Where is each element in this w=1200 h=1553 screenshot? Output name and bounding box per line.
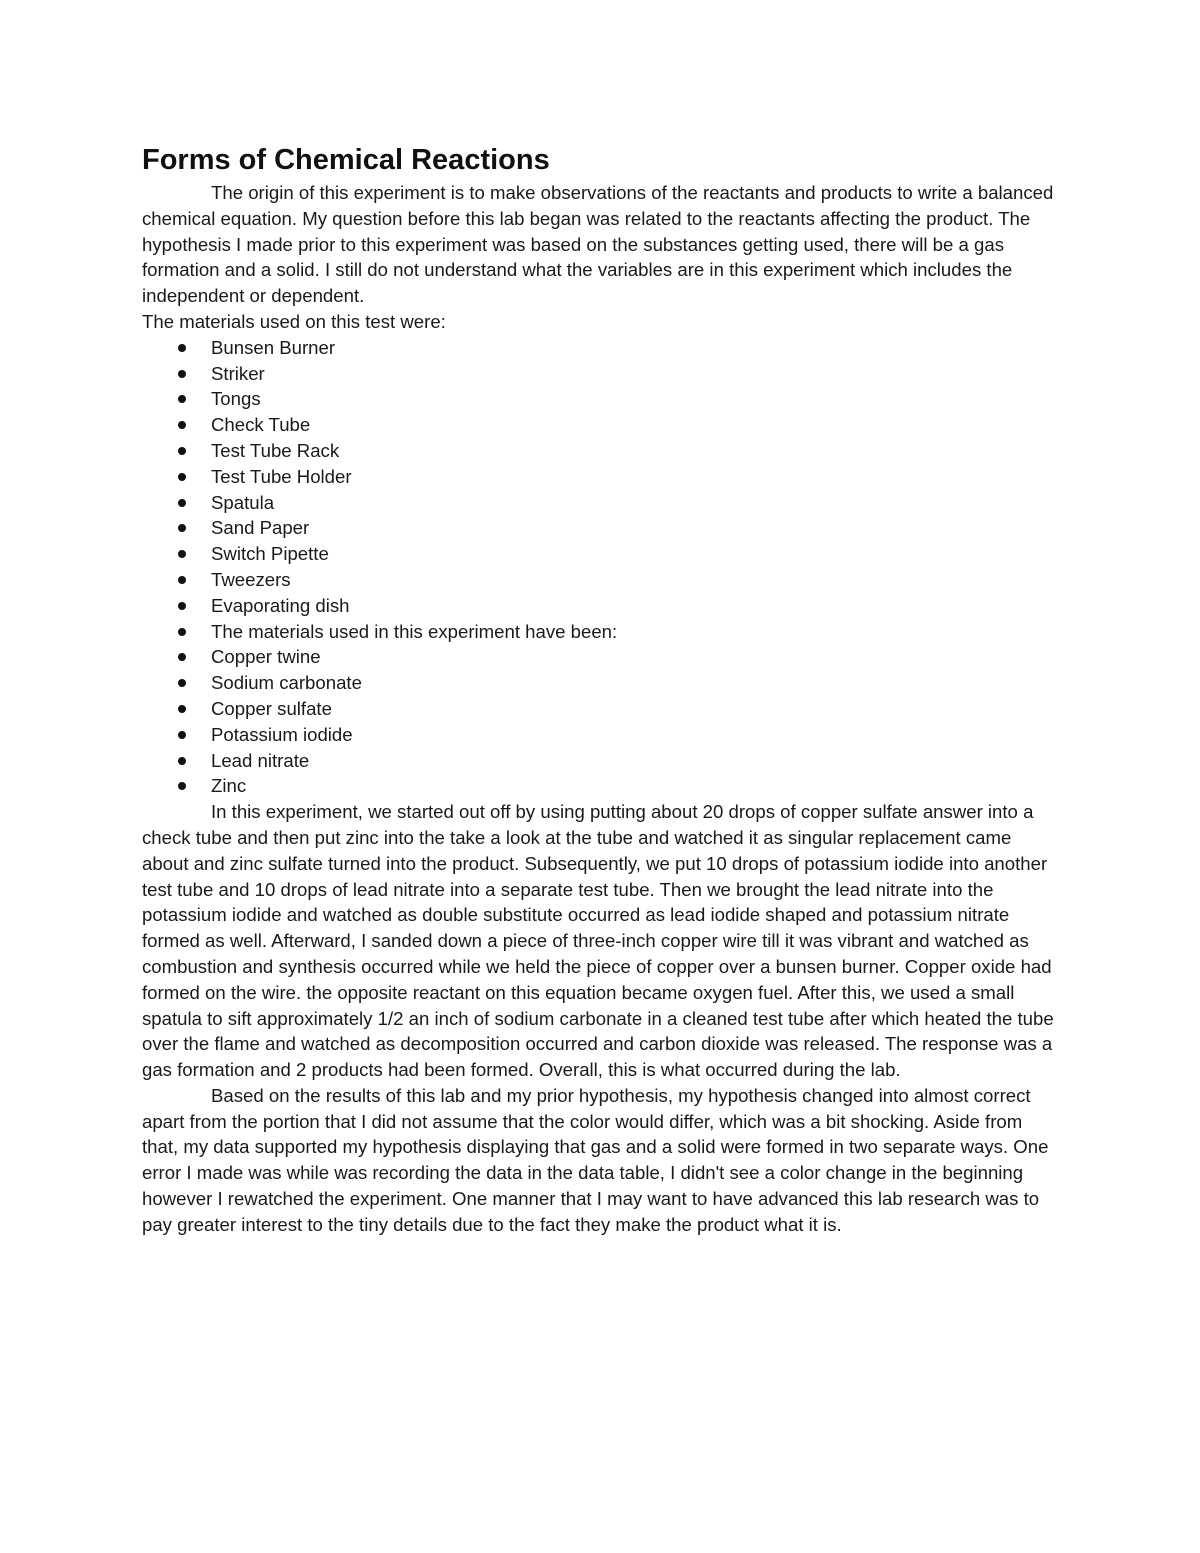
list-item (142, 773, 1062, 799)
bullet-icon (178, 576, 186, 584)
bullet-icon (178, 731, 186, 739)
bullet-icon (178, 395, 186, 403)
bullet-icon (178, 524, 186, 532)
list-item-label: Test Tube Rack (211, 439, 340, 461)
list-item (142, 335, 1062, 361)
intro-paragraph: The origin of this experiment is to make observations of the reactants and products to write a balanced chemical equation. My question before this lab began was related to the reactants affecting the product. The hypothesis I made prior to this experiment was based on the substances getting used, there will be a gas formation and a solid. I still do not understand what the variables are in this experiment which includes the independent or dependent. (142, 182, 1054, 307)
bullet-icon (178, 653, 186, 661)
list-item-label: Zinc (211, 775, 247, 797)
list-item-label: Switch Pipette (211, 543, 329, 565)
bullet-icon (178, 473, 186, 481)
bullet-icon (178, 344, 186, 352)
list-item-label: Tweezers (211, 568, 291, 590)
list-item-label: Copper sulfate (211, 697, 332, 719)
list-item-label: Copper twine (211, 646, 321, 668)
list-item-label: Test Tube Holder (211, 465, 352, 487)
bullet-icon (178, 679, 186, 687)
list-item-label: Potassium iodide (211, 723, 353, 745)
list-item (142, 438, 1062, 464)
list-item (142, 722, 1062, 748)
list-item-label: Evaporating dish (211, 594, 350, 616)
list-item-label: Check Tube (211, 414, 311, 436)
bullet-icon (178, 705, 186, 713)
list-item-label: Sand Paper (211, 517, 310, 539)
bullet-icon (178, 628, 186, 636)
list-item (142, 567, 1062, 593)
list-item-label: Striker (211, 362, 265, 384)
list-item (142, 748, 1062, 774)
materials-list (142, 335, 1062, 799)
list-item (142, 670, 1062, 696)
list-item (142, 386, 1062, 412)
list-item (142, 464, 1062, 490)
bullet-icon (178, 550, 186, 558)
list-item (142, 490, 1062, 516)
document-page (142, 140, 1062, 1238)
list-item (142, 361, 1062, 387)
bullet-icon (178, 421, 186, 429)
list-item-label: The materials used in this experiment have been: (211, 620, 618, 642)
list-item-label: Bunsen Burner (211, 336, 336, 358)
list-item-label: Spatula (211, 491, 275, 513)
document-title: Forms of Chemical Reactions (142, 144, 550, 176)
bullet-icon (178, 370, 186, 378)
list-item (142, 541, 1062, 567)
bullet-icon (178, 782, 186, 790)
list-item (142, 515, 1062, 541)
list-item (142, 593, 1062, 619)
materials-heading: The materials used on this test were: (142, 310, 446, 332)
bullet-icon (178, 447, 186, 455)
list-item-label: Lead nitrate (211, 749, 310, 771)
bullet-icon (178, 499, 186, 507)
bullet-icon (178, 602, 186, 610)
list-item-label: Sodium carbonate (211, 672, 362, 694)
list-item (142, 696, 1062, 722)
conclusion-paragraph: Based on the results of this lab and my prior hypothesis, my hypothesis changed into almost correct apart from the portion that I did not assume that the color would differ, which was a bit shocking. Aside from that, my data supported my hypothesis displaying that gas and a solid were formed in two separate ways. One error I made was while was recording the data in the data table, I didn't see a color change in the beginning however I rewatched the experiment. One manner that I may want to have advanced this lab research was to pay greater interest to the tiny details due to the fact they make the product what it is. (142, 1084, 1049, 1235)
list-item-label: Tongs (211, 388, 261, 410)
list-item (142, 412, 1062, 438)
procedure-paragraph: In this experiment, we started out off by using putting about 20 drops of copper sulfate answer into a check tube and then put zinc into the take a look at the tube and watched it as singular replacement came about and zinc sulfate turned into the product. Subsequently, we put 10 drops of potassium iodide into another test tube and 10 drops of lead nitrate into a separate test tube. Then we brought the lead nitrate into the potassium iodide and watched as double substitute occurred as lead iodide shaped and potassium nitrate formed as well. Afterward, I sanded down a piece of three-inch copper wire till it was vibrant and watched as combustion and synthesis occurred while we held the piece of copper over a bunsen burner. Copper oxide had formed on the wire. the opposite reactant on this equation became oxygen fuel. After this, we used a small spatula to sift approximately 1/2 an inch of sodium carbonate in a cleaned test tube after which heated the tube over the flame and watched as decomposition occurred and carbon dioxide was released. The response was a gas formation and 2 products had been formed. Overall, this is what occurred during the lab. (142, 801, 1054, 1081)
list-item (142, 619, 1062, 645)
list-item (142, 644, 1062, 670)
bullet-icon (178, 757, 186, 765)
